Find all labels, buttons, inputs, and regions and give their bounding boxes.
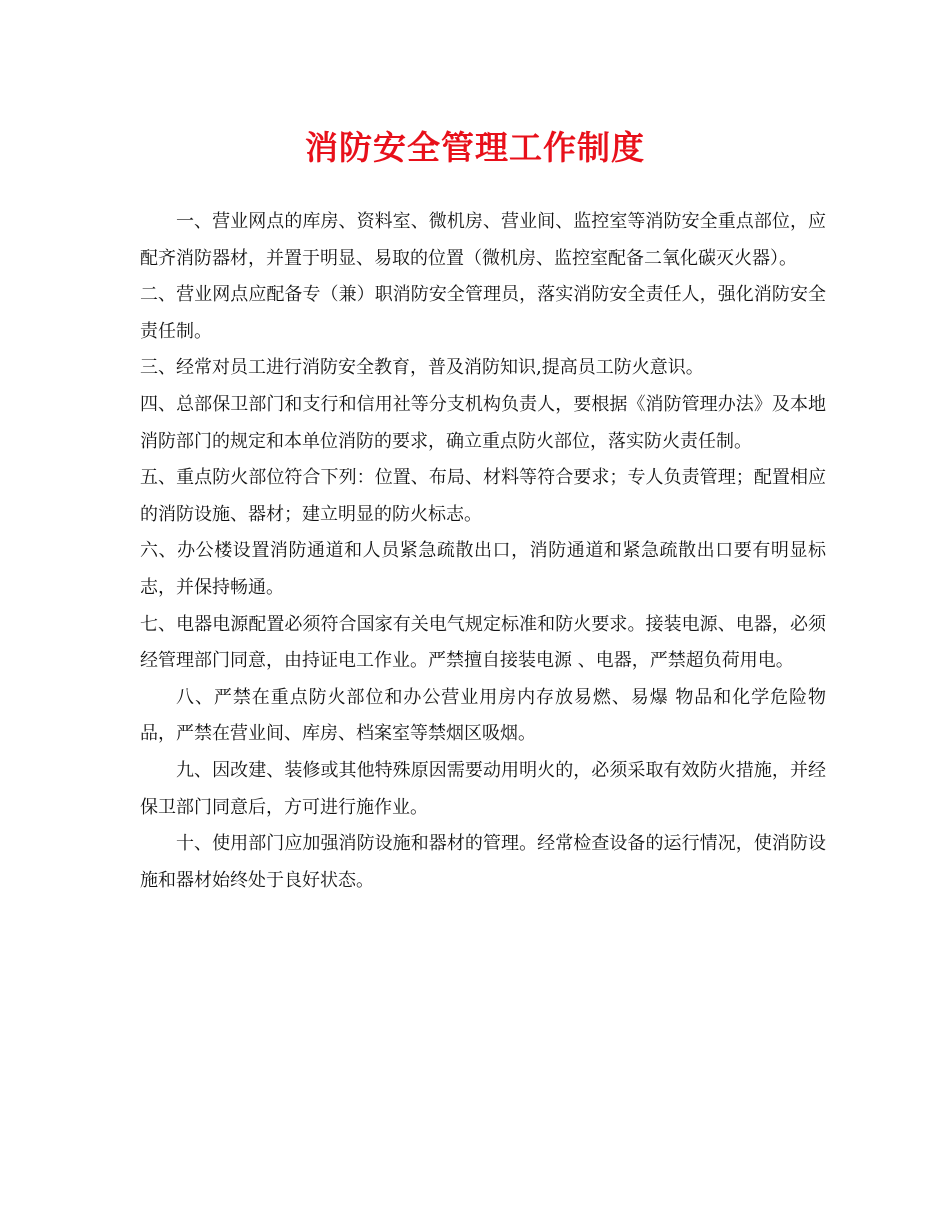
paragraph-3: 三、经常对员工进行消防安全教育，普及消防知识,提高员工防火意识。 (140, 357, 704, 379)
document-title: 消防安全管理工作制度 (305, 128, 645, 167)
paragraph-1: 一、营业网点的库房、资料室、微机房、营业间、监控室等消防安全重点部位，应配齐消防器材，并置于明显、易取的位置（微机房、监控室配备二氧化碳灭火器）。 (140, 211, 826, 269)
paragraph-6: 六、办公楼设置消防通道和人员紧急疏散出口，消防通道和紧急疏散出口要有明显标志，并保持畅通。 (140, 540, 826, 598)
paragraph-9: 九、因改建、装修或其他特殊原因需要动用明火的，必须采取有效防火措施，并经保卫部门同意后，方可进行施作业。 (140, 759, 826, 818)
paragraph-10: 十、使用部门应加强消防设施和器材的管理。经常检查设备的运行情况，使消防设施和器材始终处于良好状态。 (140, 833, 826, 891)
paragraph-4: 四、总部保卫部门和支行和信用社等分支机构负责人，要根据《消防管理办法》及本地消防部门的规定和本单位消防的要求，确立重点防火部位，落实防火责任制。 (140, 393, 826, 452)
paragraph-8: 八、严禁在重点防火部位和办公营业用房内存放易燃、易爆 物品和化学危险物品，严禁在营业间、库房、档案室等禁烟区吸烟。 (140, 686, 826, 745)
paragraph-2: 二、营业网点应配备专（兼）职消防安全管理员，落实消防安全责任人，强化消防安全责任制。 (140, 284, 826, 342)
document-body (140, 204, 826, 899)
paragraph-5: 五、重点防火部位符合下列：位置、布局、材料等符合要求；专人负责管理；配置相应的消防设施、器材；建立明显的防火标志。 (140, 467, 826, 525)
paragraph-7: 七、电器电源配置必须符合国家有关电气规定标准和防火要求。接装电源、电器，必须经管理部门同意，由持证电工作业。严禁擅自接装电源 、电器，严禁超负荷用电。 (140, 613, 826, 672)
